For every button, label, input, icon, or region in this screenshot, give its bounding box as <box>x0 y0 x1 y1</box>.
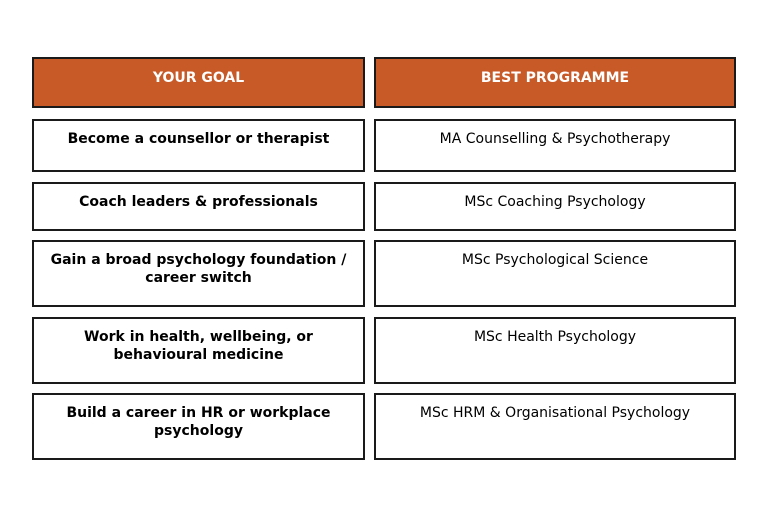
header-your-goal <box>32 57 365 108</box>
header-best-programme <box>374 57 736 108</box>
programme-cell <box>374 240 736 307</box>
goal-text: Build a career in HR or workplace psychology <box>66 405 331 439</box>
header-programme-label: BEST PROGRAMME <box>480 69 630 86</box>
programme-cell <box>374 317 736 384</box>
goal-cell <box>32 119 365 172</box>
goal-text: Work in health, wellbeing, or behavioural medicine <box>84 329 313 363</box>
goal-cell <box>32 317 365 384</box>
programme-text: MSc HRM & Organisational Psychology <box>419 405 691 421</box>
header-goal-label: YOUR GOAL <box>152 69 245 86</box>
programme-cell <box>374 393 736 460</box>
programme-text: MSc Psychological Science <box>461 252 649 268</box>
programme-text: MA Counselling & Psychotherapy <box>439 131 671 147</box>
programme-cell <box>374 119 736 172</box>
programme-text: MSc Health Psychology <box>473 329 637 345</box>
goal-cell <box>32 182 365 231</box>
programme-cell <box>374 182 736 231</box>
programme-text: MSc Coaching Psychology <box>464 194 646 210</box>
goal-text: Coach leaders & professionals <box>79 194 318 210</box>
goal-cell <box>32 240 365 307</box>
goal-text: Become a counsellor or therapist <box>67 131 330 147</box>
goal-cell <box>32 393 365 460</box>
goal-text: Gain a broad psychology foundation / career switch <box>50 252 347 286</box>
